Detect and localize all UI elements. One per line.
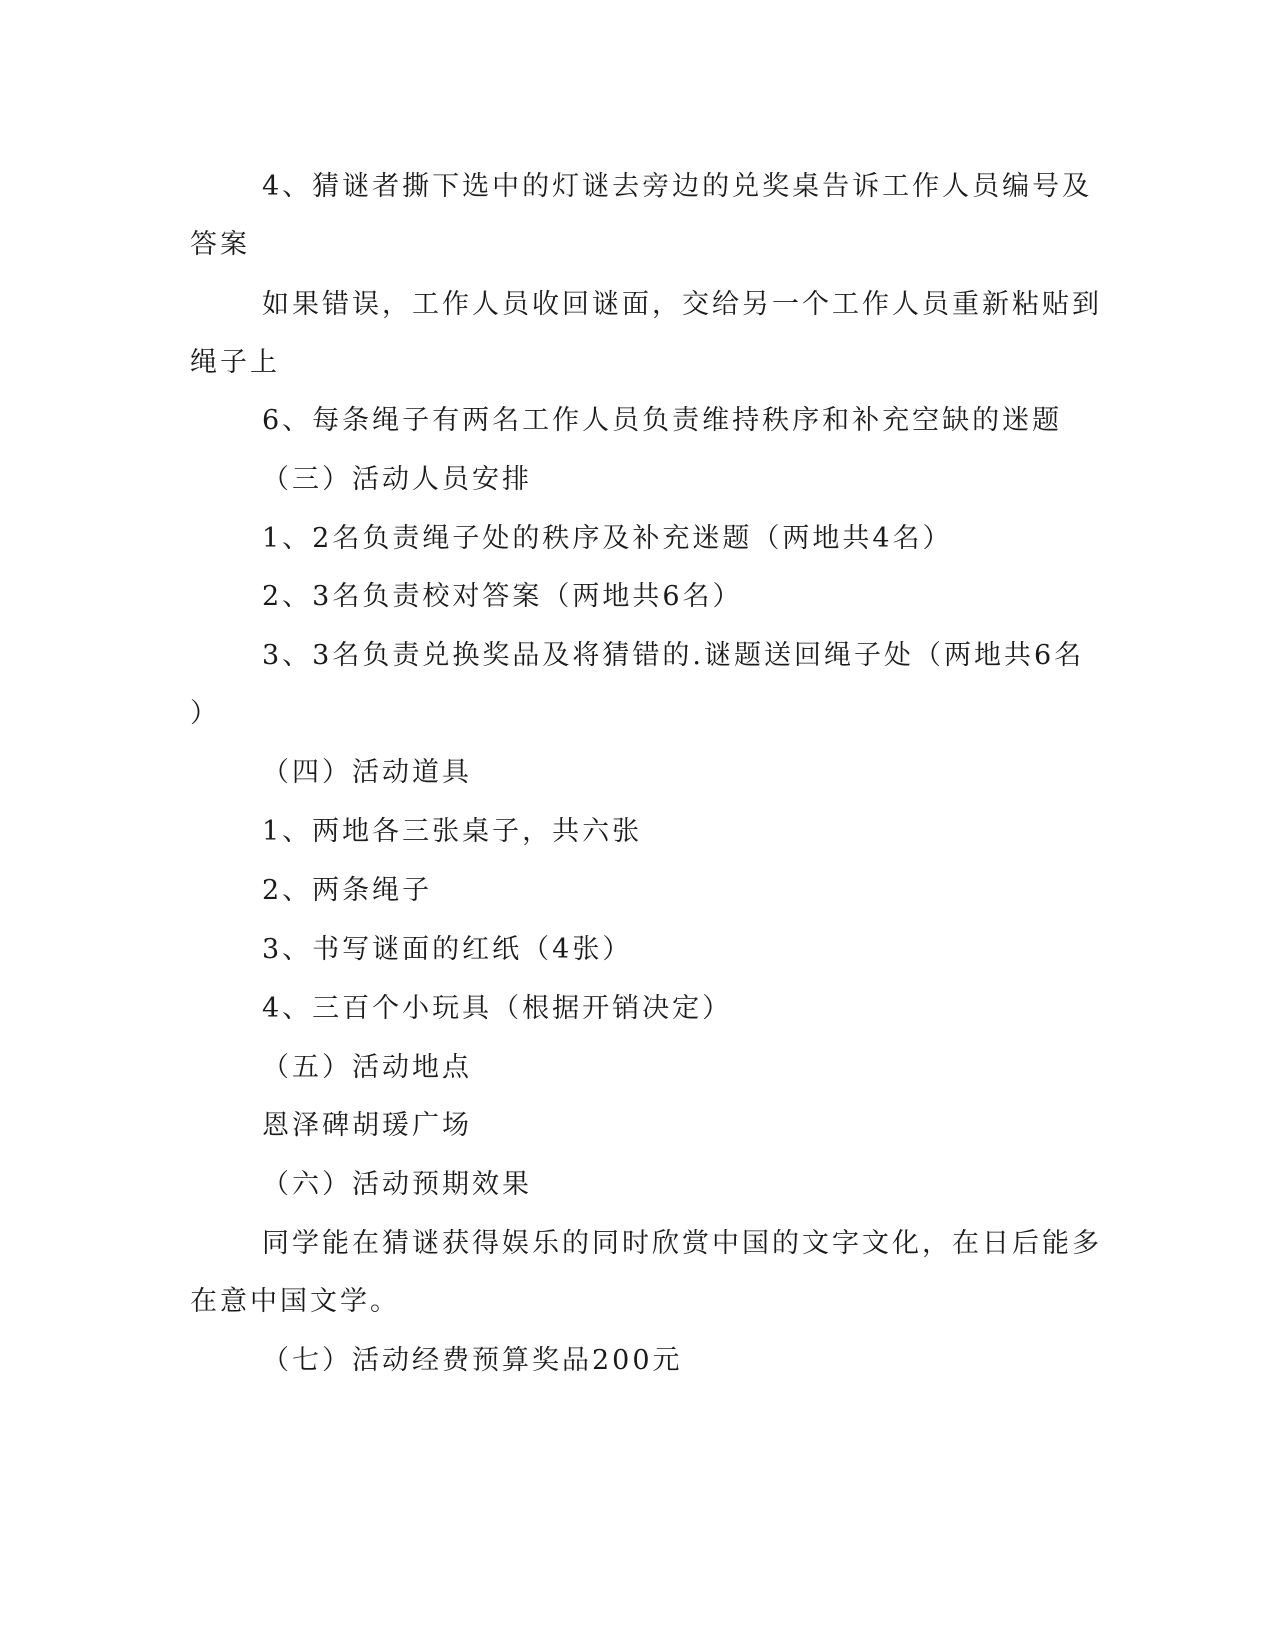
paragraph-step-5: 如果错误，工作人员收回谜面，交给另一个工作人员重新粘贴到 bbox=[262, 289, 1102, 320]
staffing-item-3: 3、3名负责兑换奖品及将猜错的.谜题送回绳子处（两地共6名 bbox=[262, 640, 1085, 671]
section-heading-expected-effect: （六）活动预期效果 bbox=[262, 1169, 532, 1200]
props-item-3: 3、书写谜面的红纸（4张） bbox=[262, 934, 633, 965]
staffing-item-1: 1、2名负责绳子处的秩序及补充迷题（两地共4名） bbox=[262, 523, 953, 554]
props-item-1: 1、两地各三张桌子，共六张 bbox=[262, 816, 643, 847]
props-item-4: 4、三百个小玩具（根据开销决定） bbox=[262, 993, 733, 1024]
paragraph-step-4-continued: 答案 bbox=[190, 229, 250, 260]
section-heading-location: （五）活动地点 bbox=[262, 1052, 472, 1083]
section-heading-budget: （七）活动经费预算奖品200元 bbox=[262, 1345, 683, 1376]
paragraph-step-6: 6、每条绳子有两名工作人员负责维持秩序和补充空缺的迷题 bbox=[262, 405, 1063, 436]
expected-effect-text: 同学能在猜谜获得娱乐的同时欣赏中国的文字文化，在日后能多 bbox=[262, 1228, 1102, 1259]
paragraph-step-5-continued: 绳子上 bbox=[190, 347, 280, 378]
section-heading-staffing: （三）活动人员安排 bbox=[262, 464, 532, 495]
section-heading-props: （四）活动道具 bbox=[262, 757, 472, 788]
staffing-item-3-continued: ） bbox=[190, 698, 220, 729]
location-text: 恩泽碑胡瑗广场 bbox=[262, 1110, 472, 1141]
props-item-2: 2、两条绳子 bbox=[262, 875, 433, 906]
paragraph-step-4: 4、猜谜者撕下选中的灯谜去旁边的兑奖桌告诉工作人员编号及 bbox=[262, 171, 1093, 202]
staffing-item-2: 2、3名负责校对答案（两地共6名） bbox=[262, 581, 743, 612]
expected-effect-text-continued: 在意中国文学。 bbox=[190, 1286, 400, 1317]
